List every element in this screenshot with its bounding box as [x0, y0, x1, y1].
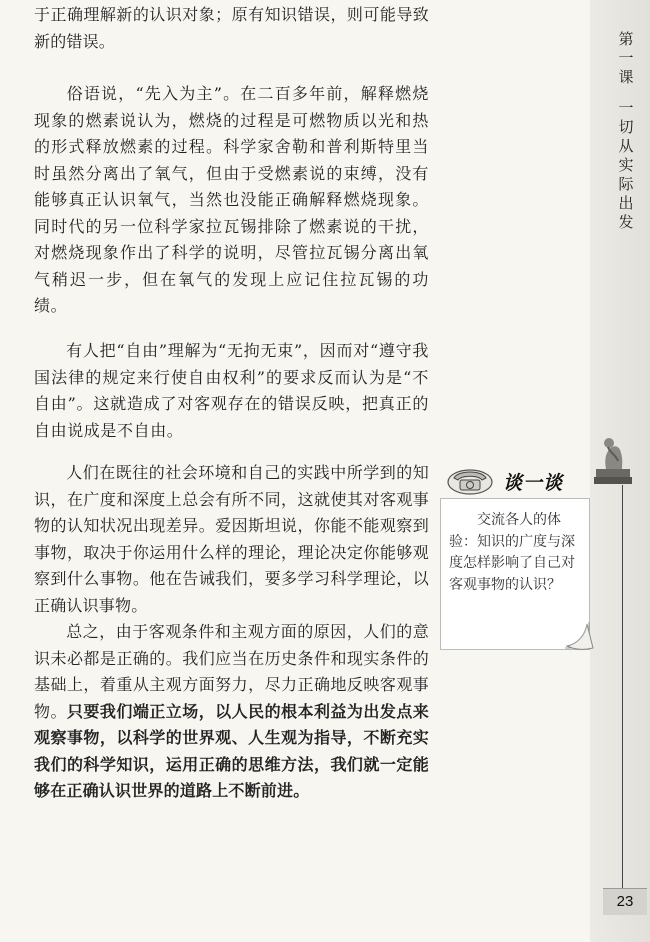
discuss-label: 谈一谈 [503, 472, 564, 494]
paragraph-5: 总之，由于客观条件和主观方面的原因，人们的意识未必都是正确的。我们应当在历史条件和现实条件的基础上，着重从主观方面努力，尽力正确地反映客观事物。只要我们端正立场，以人民的根本利益为出发点来观察事物，以科学的世界观、人生观为指导，不断充实我们的科学知识，运用正确的思维方法，我们就一定能够在正确认识世界的道路上不断前进。 [34, 622, 430, 800]
lesson-char: 课 [618, 68, 634, 86]
paragraph-4: 人们在既往的社会环境和自己的实践中所学到的知识，在广度和深度上总会有所不同，这就使其对客观事物的认知状况出现差异。爱因斯坦说，你能不能观察到事物，取决于你运用什么样的理论，理论决定你能够观察到什么事物。他在告诫我们，要多学习科学理论，以正确认识事物。 [34, 463, 429, 615]
title-char: 出 [618, 194, 634, 212]
discuss-text: 交流各人的体验：知识的广度与深度怎样影响了自己对客观事物的认识？ [449, 512, 575, 593]
paragraph-2: 俗语说，“先入为主”。在二百多年前，解释燃烧现象的燃素说认为，燃烧的过程是可燃物质以光和热的形式释放燃素的过程。科学家舍勒和普利斯特里当时虽然分离出了氧气，但由于受燃素说的束缚，没有能够真正认识氧气，当然也没能正确解释燃烧现象。同时代的另一位科学家拉瓦锡排除了燃素说的干扰，对燃烧现象作出了科学的说明，尽管拉瓦锡分离出氧气稍迟一步，但在氧气的发现上应记住拉瓦锡的功绩。 [34, 84, 429, 315]
page-curl-icon [563, 618, 595, 652]
lesson-title [612, 30, 640, 232]
title-char: 际 [618, 175, 634, 193]
thinker-statue-icon [592, 425, 632, 485]
title-char: 一 [618, 99, 634, 117]
title-char: 从 [618, 137, 634, 155]
lesson-char: 一 [618, 49, 634, 67]
emphasis-text: 只要我们端正立场，以人民的根本利益为出发点来观察事物，以科学的世界观、人生观为指导，不断充实我们的科学知识，运用正确的思维方法，我们就一定能够在正确认识世界的道路上不断前进。 [34, 701, 430, 800]
title-char: 实 [618, 156, 634, 174]
telephone-icon [446, 466, 496, 496]
paragraph-1: 于正确理解新的认识对象；原有知识错误，则可能导致新的错误。 [34, 5, 429, 51]
title-char: 发 [618, 213, 634, 231]
page-number: 23 [603, 888, 647, 915]
title-char: 切 [618, 118, 634, 136]
paragraph-3: 有人把“自由”理解为“无拘无束”，因而对“遵守我国法律的规定来行使自由权利”的要求反而认为是“不自由”。这就造成了对客观存在的错误反映，把真正的自由说成是不自由。 [34, 341, 429, 440]
lesson-char: 第 [618, 30, 634, 48]
sidebar-divider [622, 485, 623, 890]
